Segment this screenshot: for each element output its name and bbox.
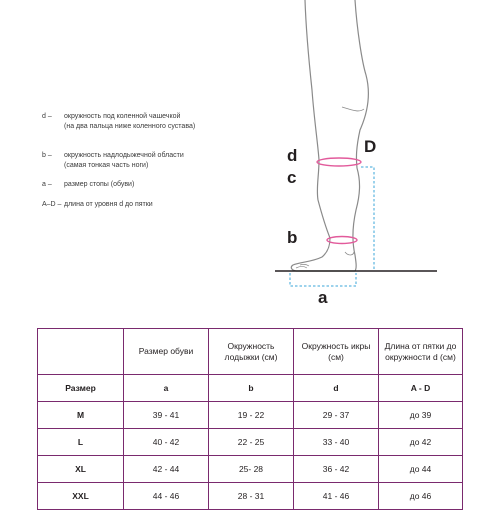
table-cell: до 46 <box>379 483 463 510</box>
table-cell: 28 - 31 <box>209 483 294 510</box>
legend-key: a – <box>42 181 52 188</box>
code-cell: A - D <box>379 375 463 402</box>
measure-d-ring <box>317 158 361 166</box>
code-cell: a <box>124 375 209 402</box>
table-row <box>38 402 463 429</box>
table-cell: до 39 <box>379 402 463 429</box>
label-a: a <box>318 288 328 307</box>
ankle-bone <box>345 252 354 255</box>
table-row <box>38 429 463 456</box>
legend-key: d – <box>42 113 52 120</box>
legend-item-ad <box>42 200 195 210</box>
table-header-row <box>38 329 463 375</box>
code-cell: Размер <box>38 375 124 402</box>
header-cell: Длина от пятки до окружности d (см) <box>379 329 463 375</box>
table-row <box>38 456 463 483</box>
legend-item-d <box>42 112 195 132</box>
toes <box>296 264 309 268</box>
header-cell: Окружность икры (см) <box>294 329 379 375</box>
legend-item-b <box>42 151 195 171</box>
header-cell: Размер обуви <box>124 329 209 375</box>
legend-item-a <box>42 180 195 190</box>
leg-outline-back <box>353 0 369 271</box>
code-cell: b <box>209 375 294 402</box>
label-b: b <box>287 228 298 247</box>
table-cell: 29 - 37 <box>294 402 379 429</box>
table-cell: 36 - 42 <box>294 456 379 483</box>
table-cell: 39 - 41 <box>124 402 209 429</box>
size-cell: XL <box>38 456 124 483</box>
legend-text: длина от уровня d до пятки <box>64 201 153 208</box>
size-cell: XXL <box>38 483 124 510</box>
table-cell: 40 - 42 <box>124 429 209 456</box>
legend-key: b – <box>42 152 52 159</box>
size-cell: M <box>38 402 124 429</box>
legend-text <box>64 151 184 171</box>
leg-outline <box>291 0 355 271</box>
legend-line: окружность надлодыжечной области <box>64 152 184 159</box>
table-cell: 33 - 40 <box>294 429 379 456</box>
table-cell: 42 - 44 <box>124 456 209 483</box>
table-cell: 19 - 22 <box>209 402 294 429</box>
size-table <box>37 328 463 510</box>
measure-a-line <box>290 273 356 286</box>
legend-line: (на два пальца ниже коленного сустава) <box>64 123 196 130</box>
table-cell: 22 - 25 <box>209 429 294 456</box>
legend-text: размер стопы (обуви) <box>64 181 135 188</box>
legend-text <box>64 112 195 132</box>
label-d: d <box>287 146 298 165</box>
table-cell: 41 - 46 <box>294 483 379 510</box>
table-cell: до 42 <box>379 429 463 456</box>
table-cell: 25- 28 <box>209 456 294 483</box>
table-cell: 44 - 46 <box>124 483 209 510</box>
legend-line: (самая тонкая часть ноги) <box>64 162 149 169</box>
table-code-row <box>38 375 463 402</box>
header-cell <box>38 329 124 375</box>
legend <box>42 112 195 210</box>
measure-ad-line <box>361 167 374 269</box>
label-D: D <box>364 137 377 156</box>
code-cell: d <box>294 375 379 402</box>
legend-key: A–D – <box>42 201 62 208</box>
header-cell: Окружность лодыжки (см) <box>209 329 294 375</box>
label-c: c <box>287 168 297 187</box>
leg-illustration <box>270 0 450 315</box>
knee-fold <box>342 107 364 111</box>
size-cell: L <box>38 429 124 456</box>
legend-line: окружность под коленной чашечкой <box>64 113 181 120</box>
table-row <box>38 483 463 510</box>
table-cell: до 44 <box>379 456 463 483</box>
